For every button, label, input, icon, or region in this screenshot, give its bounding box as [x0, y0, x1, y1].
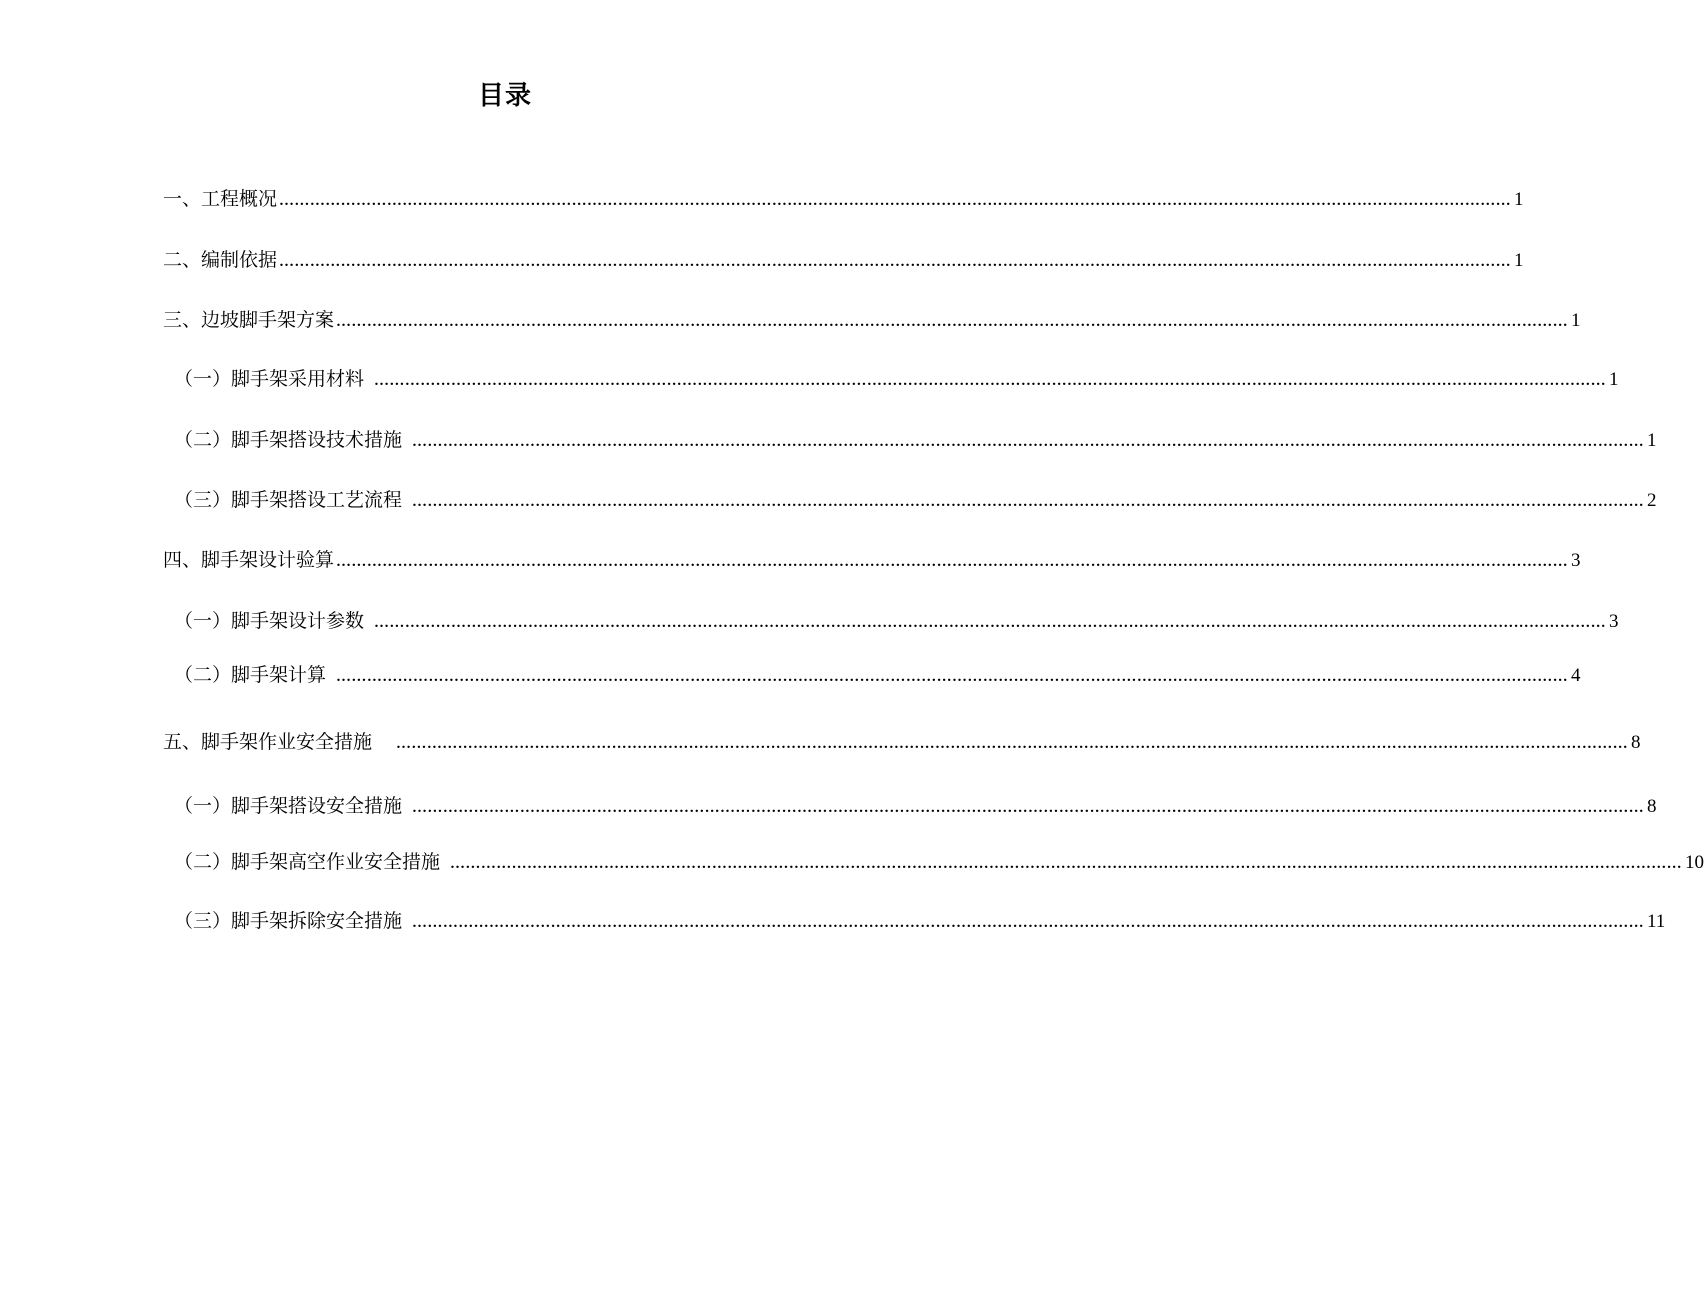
toc-entry-5-2[interactable]: [174, 849, 1704, 877]
toc-leader-dots: ……………………………………………………………………………………………………………………………………………………………………………………………………………………: [412, 800, 1645, 816]
toc-entry-label: （二）脚手架搭设技术措施: [174, 429, 403, 451]
toc-entry-4[interactable]: [163, 547, 1581, 575]
toc-leader-dots: ……………………………………………………………………………………………………………………………………………………………………………………………………………………: [412, 915, 1645, 931]
toc-entry-label: （三）脚手架拆除安全措施: [174, 910, 403, 932]
toc-page-number: 1: [1571, 310, 1581, 331]
toc-page-number: 1: [1647, 430, 1657, 451]
toc-leader-dots: ……………………………………………………………………………………………………………………………………………………………………………………………………………………: [412, 434, 1645, 450]
toc-leader-dots: ……………………………………………………………………………………………………………………………………………………………………………………………………………………: [450, 856, 1683, 872]
toc-page-number: 11: [1647, 911, 1666, 932]
toc-entry-1[interactable]: [163, 186, 1524, 214]
toc-page-number: 8: [1631, 732, 1641, 753]
toc-title: 目录: [477, 81, 532, 111]
toc-page-number: 1: [1514, 250, 1524, 271]
toc-leader-dots: ……………………………………………………………………………………………………………………………………………………………………………………………………………………: [374, 615, 1607, 631]
toc-entry-label: （一）脚手架搭设安全措施: [174, 795, 403, 817]
toc-entry-label: （一）脚手架设计参数: [174, 610, 365, 632]
toc-entry-3-3[interactable]: [174, 487, 1657, 515]
toc-entry-3-2[interactable]: [174, 427, 1657, 455]
toc-leader-dots: ……………………………………………………………………………………………………………………………………………………………………………………………………………………: [279, 254, 1512, 270]
toc-leader-dots: ……………………………………………………………………………………………………………………………………………………………………………………………………………………: [336, 314, 1569, 330]
toc-entry-label: 三、边坡脚手架方案: [163, 309, 335, 331]
toc-entry-4-2[interactable]: [174, 662, 1581, 690]
toc-leader-dots: ……………………………………………………………………………………………………………………………………………………………………………………………………………………: [374, 373, 1607, 389]
toc-page-number: 10: [1685, 852, 1704, 873]
toc-leader-dots: ……………………………………………………………………………………………………………………………………………………………………………………………………………………: [412, 494, 1645, 510]
toc-entry-3[interactable]: [163, 307, 1581, 335]
toc-entry-5[interactable]: [163, 729, 1641, 757]
toc-entry-label: （三）脚手架搭设工艺流程: [174, 489, 403, 511]
toc-entry-label: 二、编制依据: [163, 249, 278, 271]
toc-page-number: 8: [1647, 796, 1657, 817]
toc-page-number: 2: [1647, 490, 1657, 511]
toc-entry-3-1[interactable]: [174, 366, 1619, 394]
toc-entry-label: （二）脚手架高空作业安全措施: [174, 851, 441, 873]
toc-entry-label: （二）脚手架计算: [174, 664, 327, 686]
toc-entry-5-1[interactable]: [174, 793, 1657, 821]
toc-entry-label: 五、脚手架作业安全措施: [163, 731, 373, 753]
toc-page-number: 1: [1514, 189, 1524, 210]
toc-page-number: 3: [1609, 611, 1619, 632]
toc-leader-dots: ……………………………………………………………………………………………………………………………………………………………………………………………………………………: [396, 736, 1629, 752]
toc-page-number: 4: [1571, 665, 1581, 686]
toc-page-number: 3: [1571, 550, 1581, 571]
toc-entry-2[interactable]: [163, 247, 1524, 275]
toc-page-number: 1: [1609, 369, 1619, 390]
toc-leader-dots: ……………………………………………………………………………………………………………………………………………………………………………………………………………………: [336, 554, 1569, 570]
toc-entry-5-3[interactable]: [174, 908, 1666, 936]
toc-entry-label: （一）脚手架采用材料: [174, 368, 365, 390]
toc-entry-4-1[interactable]: [174, 608, 1619, 636]
toc-entry-label: 四、脚手架设计验算: [163, 549, 335, 571]
toc-entry-label: 一、工程概况: [163, 188, 278, 210]
toc-leader-dots: ……………………………………………………………………………………………………………………………………………………………………………………………………………………: [279, 193, 1512, 209]
toc-leader-dots: ……………………………………………………………………………………………………………………………………………………………………………………………………………………: [336, 669, 1569, 685]
